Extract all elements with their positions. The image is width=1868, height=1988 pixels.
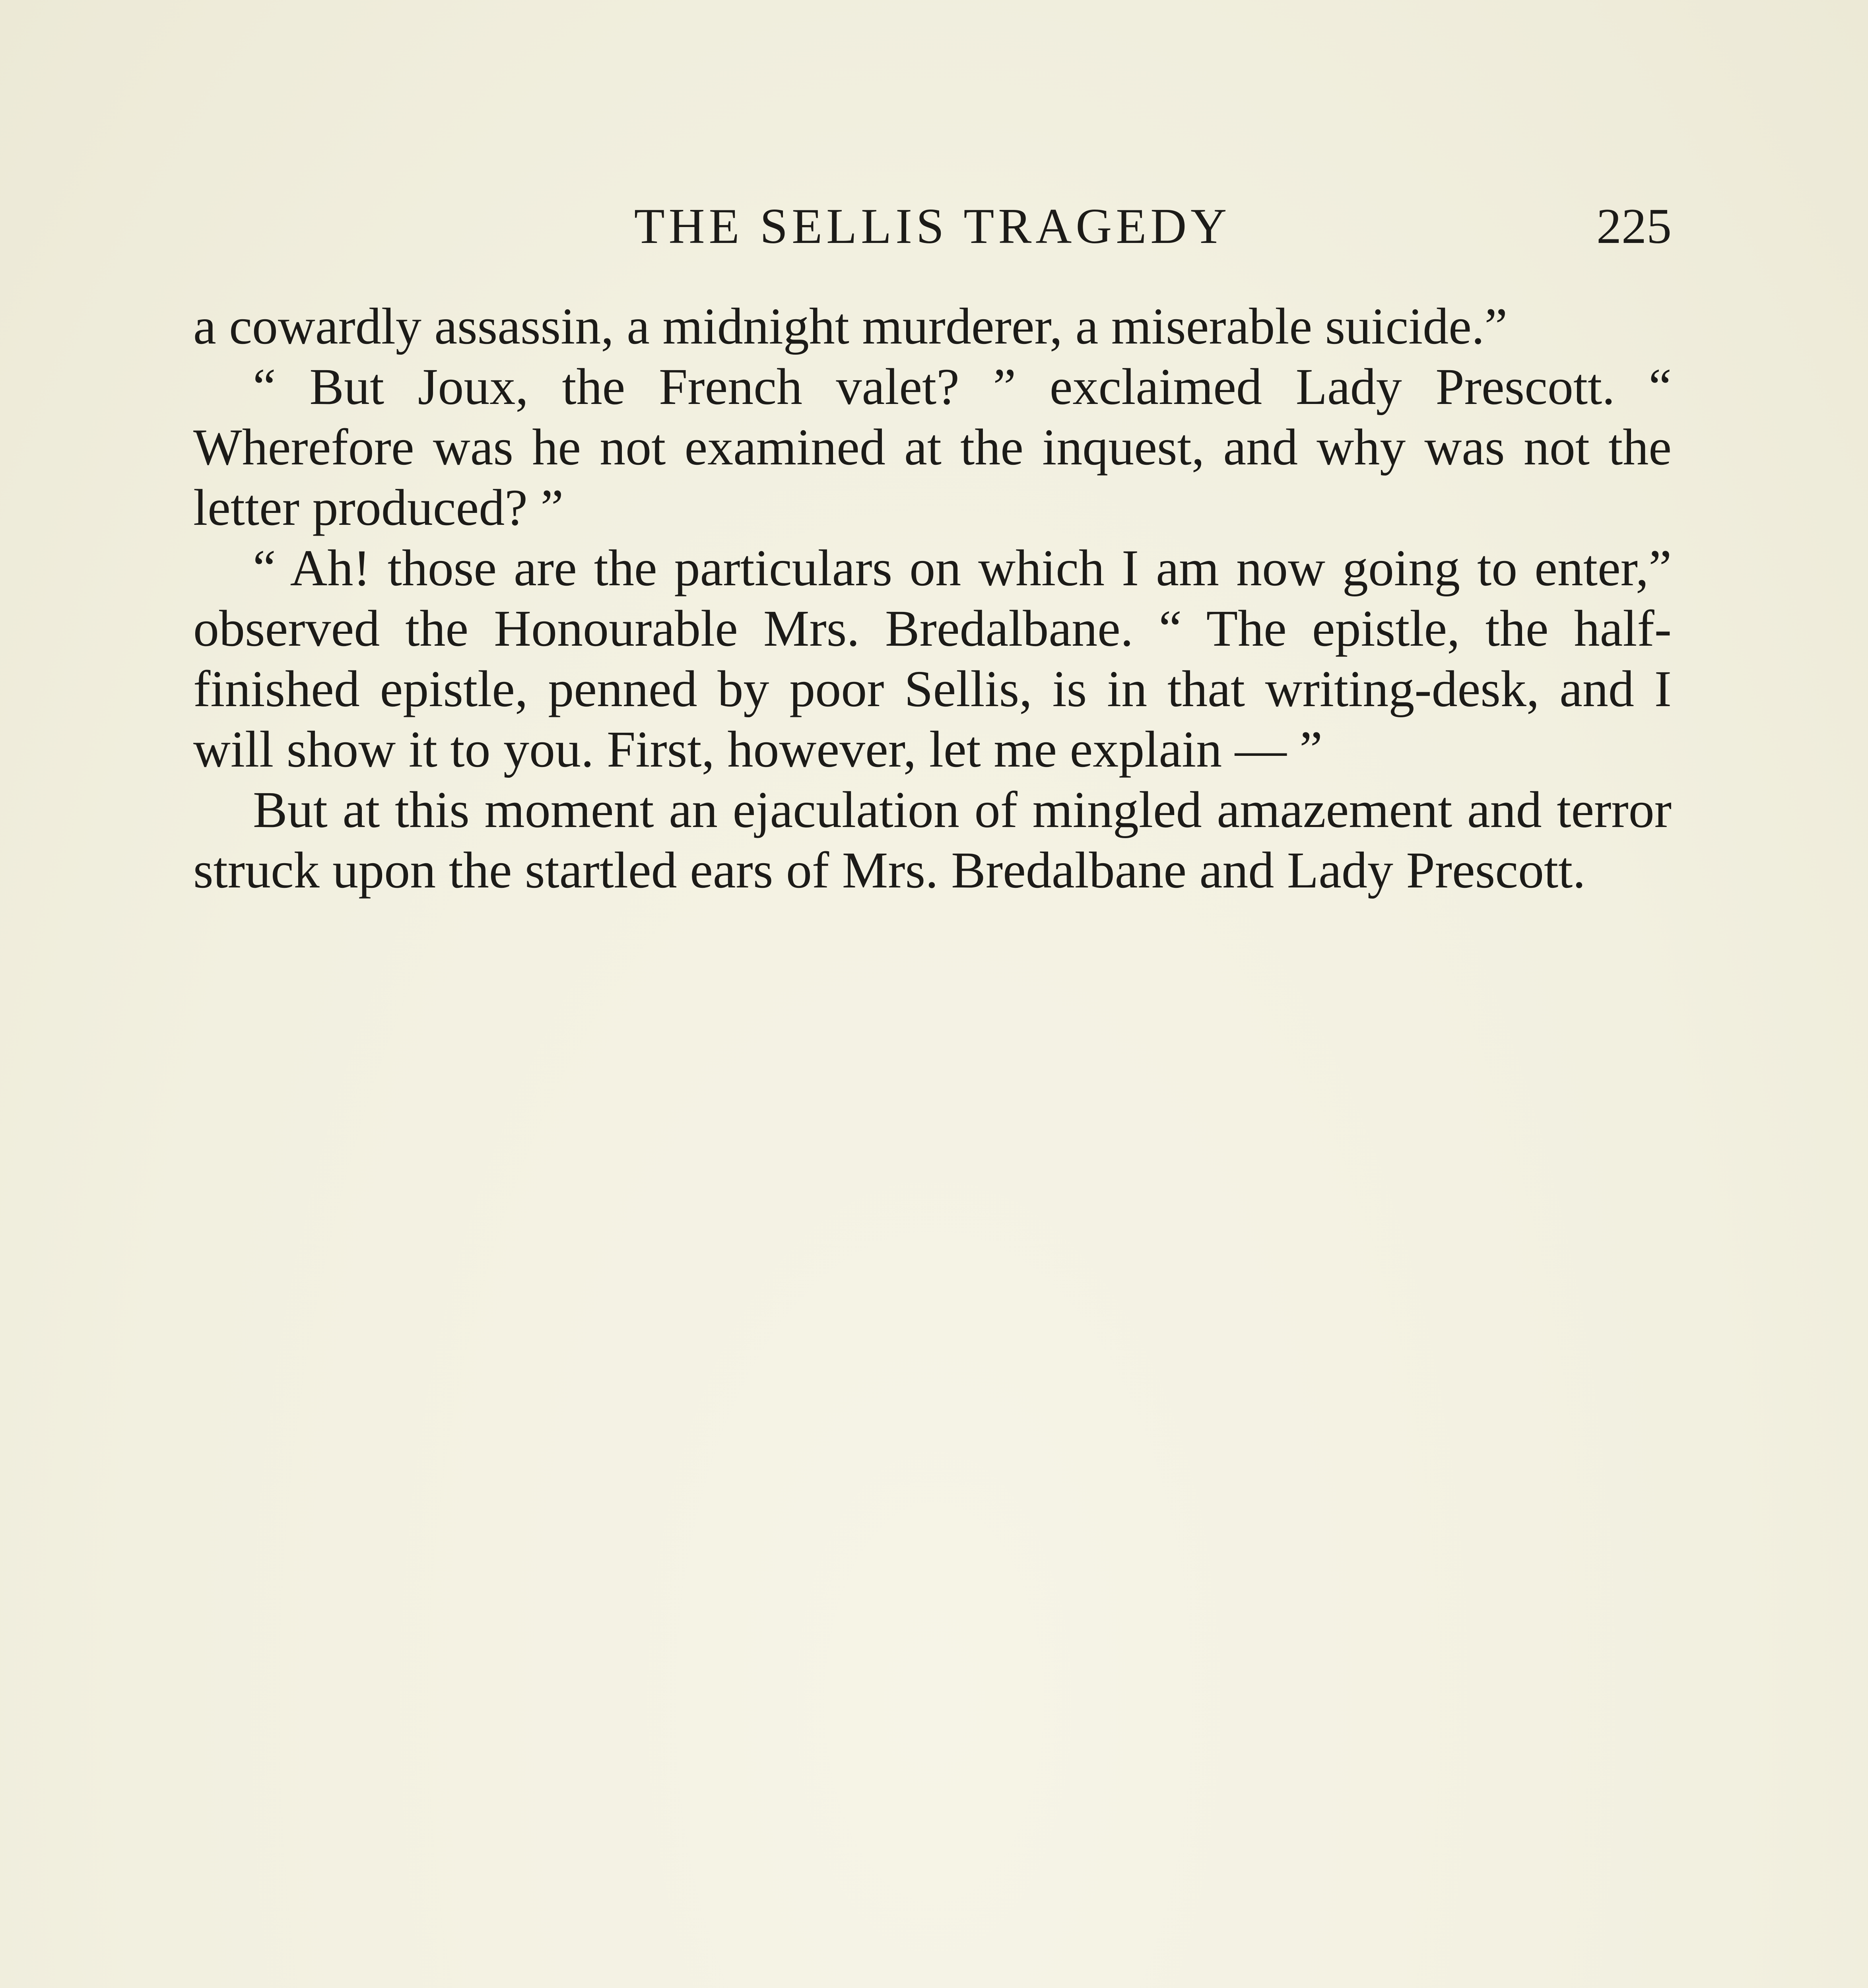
paragraph-3: “ Ah! those are the particulars on which I am now going to enter,” observed the Honourable Mrs. Bredalbane. “ The epistle, the half-finished epistle, penned by poor Sellis, is in that writing-desk, and I will show it to you. First, however, let me explain — ” bbox=[193, 540, 1672, 778]
page-number: 225 bbox=[1596, 199, 1672, 254]
running-head bbox=[193, 187, 1672, 266]
paragraph-1: a cowardly assassin, a midnight murderer, a miserable suicide.” bbox=[193, 298, 1508, 355]
paragraph-4: But at this moment an ejaculation of mingled amazement and terror struck upon the startled ears of Mrs. Bredalbane and Lady Prescott. bbox=[193, 781, 1672, 899]
paragraph-2: “ But Joux, the French valet? ” exclaimed Lady Prescott. “ Wherefore was he not examined at the inquest, and why was not the letter produced? ” bbox=[193, 358, 1672, 536]
body-text bbox=[193, 296, 1672, 901]
running-title: THE SELLIS TRAGEDY bbox=[634, 199, 1231, 254]
